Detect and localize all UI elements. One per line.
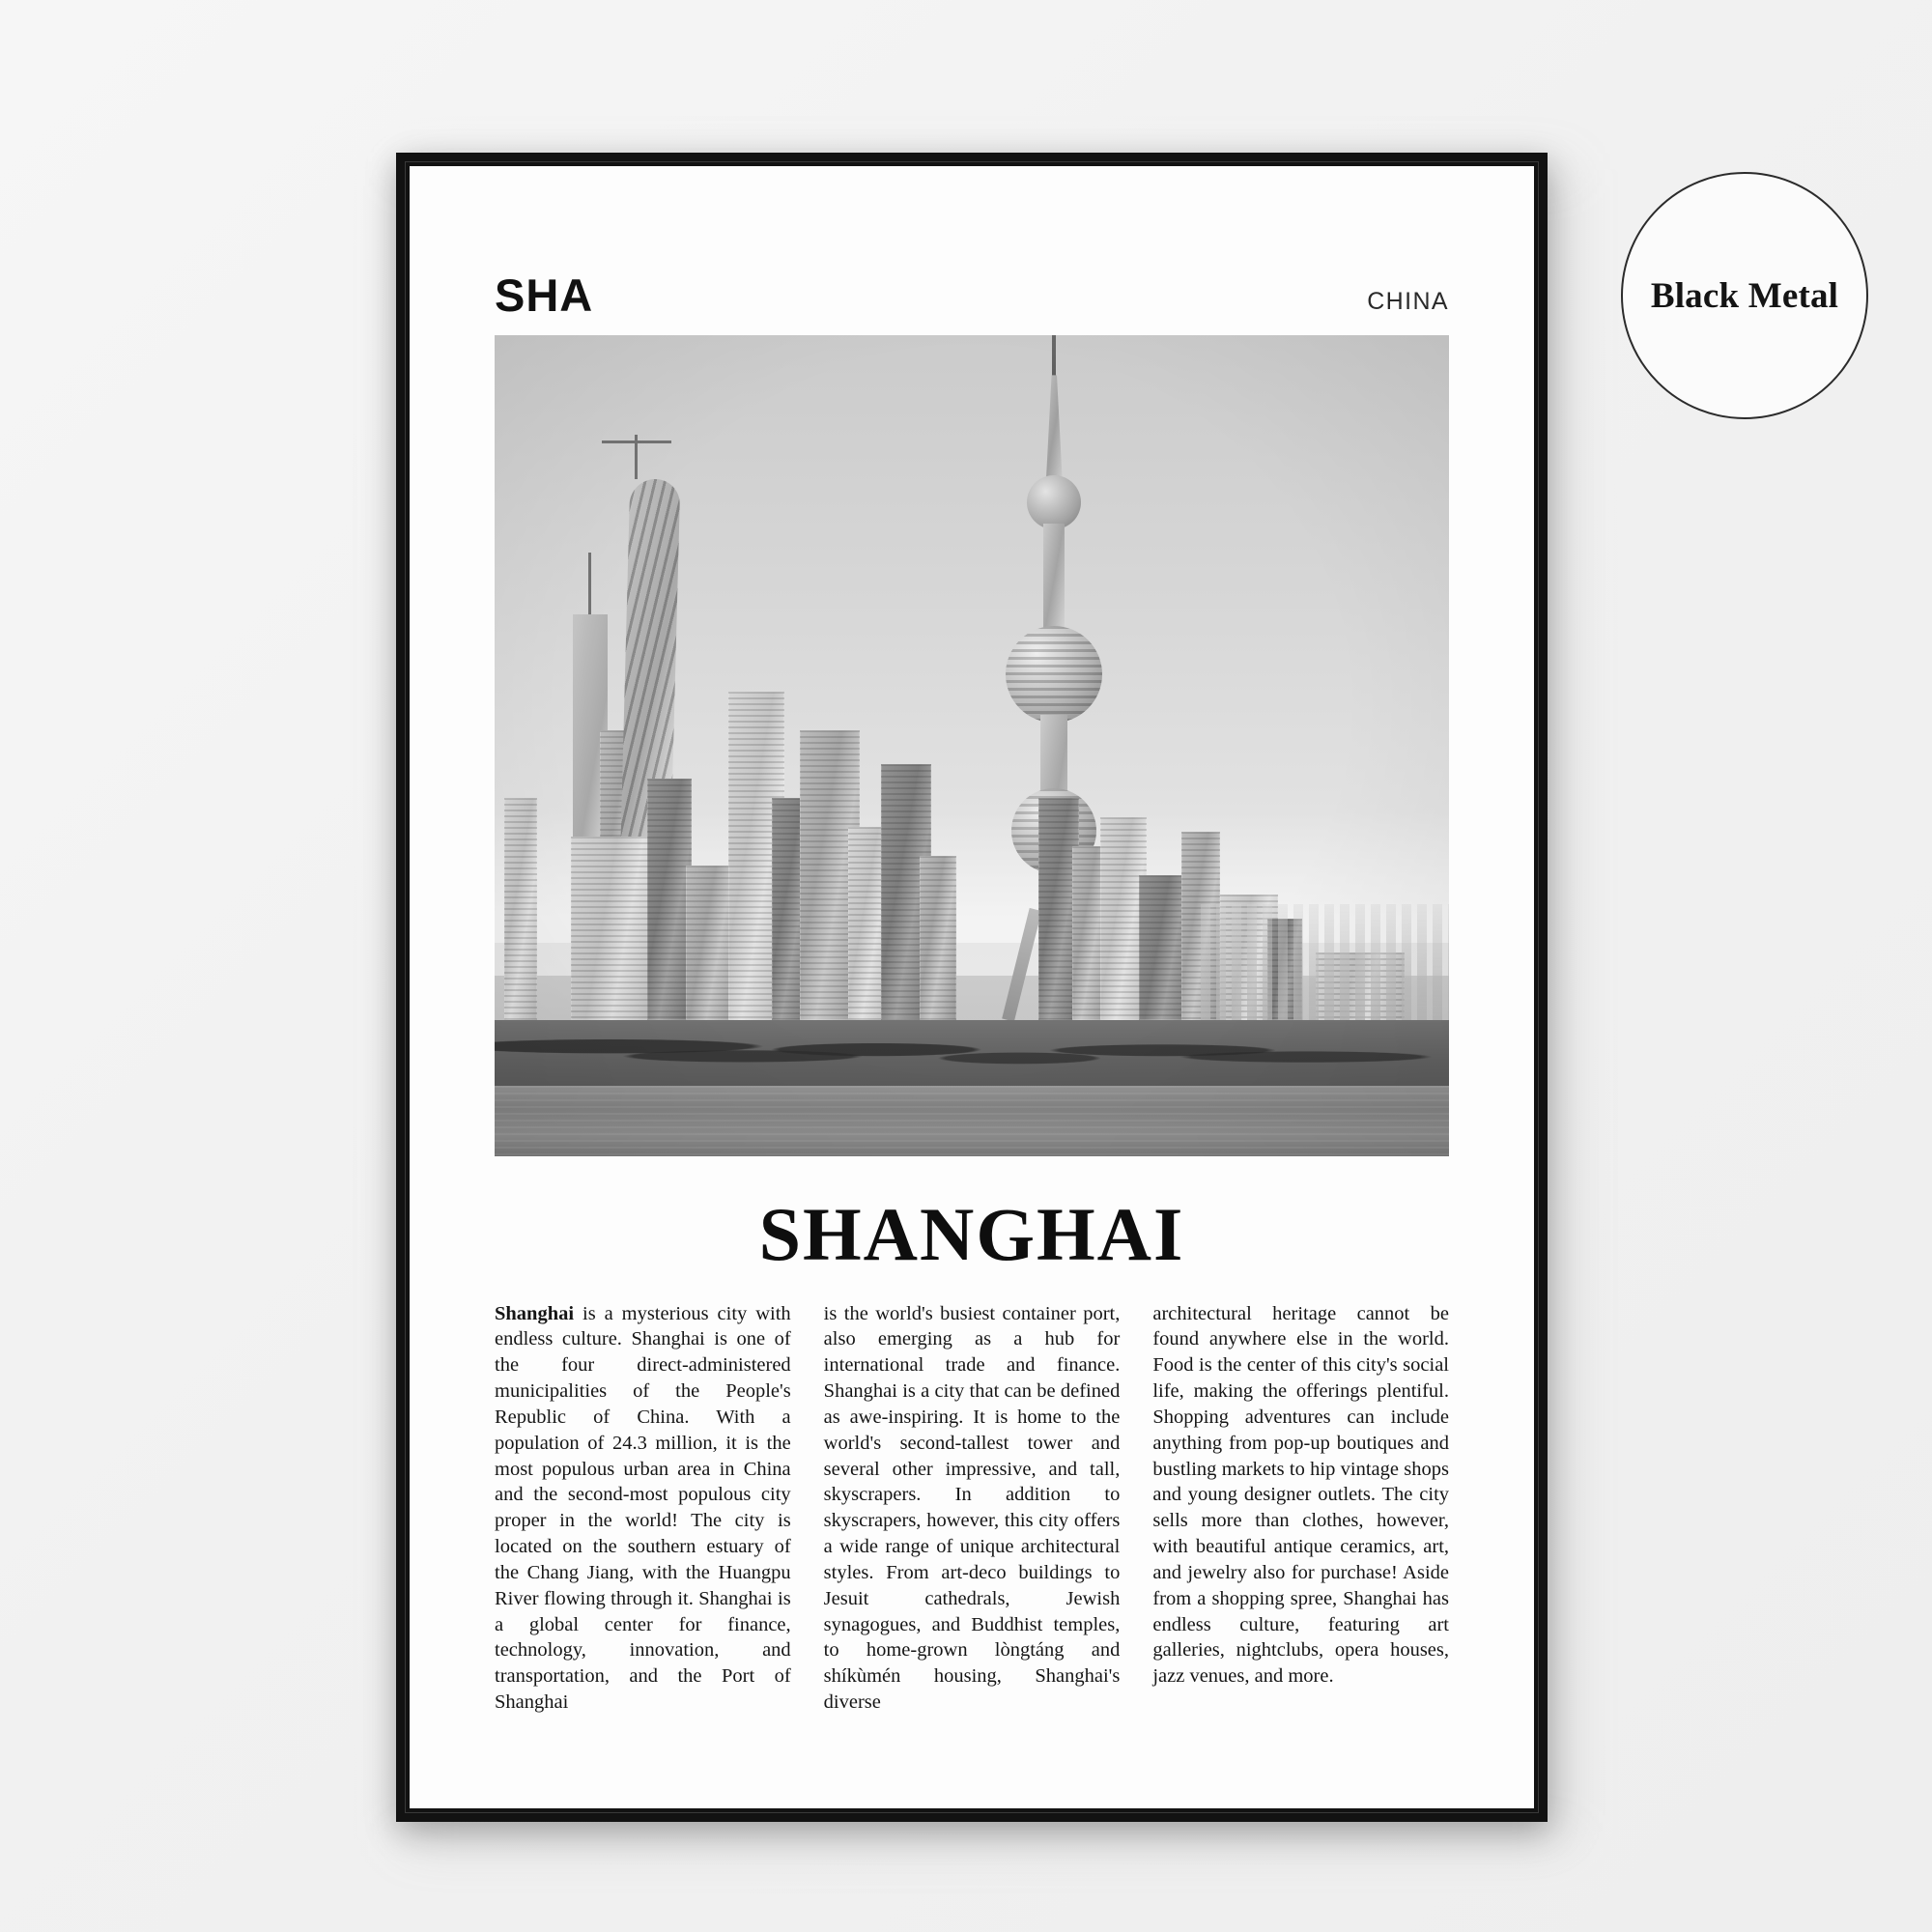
building: [504, 798, 537, 1020]
text-column-2: [824, 1301, 1121, 1717]
material-badge-label: Black Metal: [1650, 275, 1839, 316]
lead-word: Shanghai: [495, 1302, 575, 1324]
shanghai-skyline-photo: [495, 335, 1449, 1156]
text-column-3: [1152, 1301, 1449, 1717]
paragraph: architectural heritage cannot be found anywhere else in the world. Food is the center of this city's social life, making the offerings plentiful. Shopping adventures can include anything from pop-up boutiques and bustling markets to hip vintage shops and young designer outlets. The city sells more than clothes, however, with beautiful antique ceramics, art, and jewelry also for purchase! Aside from a shopping spree, Shanghai has endless culture, featuring art galleries, nightclubs, opera houses, jazz venues, and more.: [1152, 1302, 1450, 1688]
text-column-1: [495, 1301, 791, 1717]
column-1-text: is a mysterious city with endless culture. Shanghai is one of the four direct-administered municipalities of the People's Republic of China. With a population of 24.3 million, it is the most populous urban area in China and the second-most populous city proper in the world! The city is located on the southern estuary of the Chang Jiang, with the Huangpu River flowing through it. Shanghai is a global center for finance, technology, innovation, and transportation, and the Port of Shanghai: [495, 1302, 791, 1714]
building: [571, 837, 656, 1020]
poster-city-code: SHA: [495, 270, 594, 321]
tower-upper-sphere: [1027, 475, 1081, 529]
riverfront-trees: [495, 1020, 1449, 1086]
huangpu-river: [495, 1086, 1449, 1155]
picture-frame: [396, 153, 1548, 1822]
construction-crane: [635, 435, 638, 479]
poster-country-label: CHINA: [1367, 288, 1449, 315]
tower-mast: [1045, 375, 1063, 491]
tower-spire: [1052, 335, 1056, 378]
poster-title: SHANGHAI: [758, 1191, 1185, 1276]
paragraph: is the world's busiest container port, also emerging as a hub for international trade and finance. Shanghai is a city that can be defined as awe-inspiring. It is home to the world's second-tallest tower and several other impressive, and tall, skyscrapers. In addition to skyscrapers, however, this city offers a wide range of unique architectural styles. From art-deco buildings to Jesuit cathedrals, Jewish synagogues, and Buddhist temples, to home-grown lòngtáng and shíkùmén housing, Shanghai's diverse: [823, 1302, 1121, 1714]
poster: [410, 166, 1534, 1808]
tower-main-sphere: [1006, 626, 1102, 723]
tower-leg: [1002, 908, 1041, 1022]
material-badge: [1621, 172, 1868, 419]
paragraph: [495, 1301, 791, 1717]
distant-skyline: [1201, 904, 1449, 1020]
poster-header: [495, 272, 1449, 335]
poster-body-text: [495, 1301, 1449, 1717]
tower-upper-column: [1043, 524, 1065, 638]
